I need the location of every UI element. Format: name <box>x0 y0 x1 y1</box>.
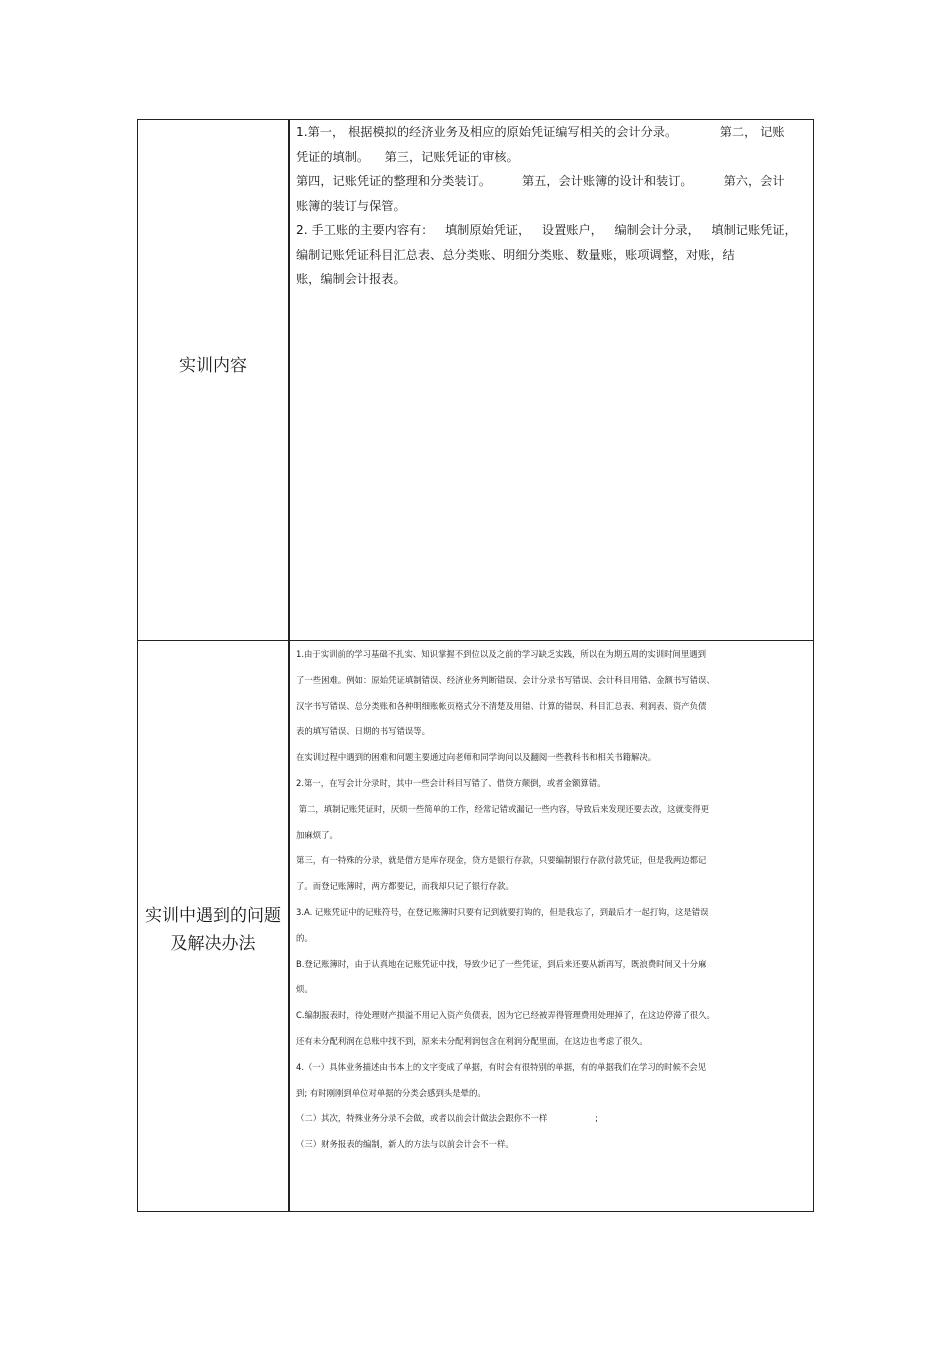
problem-paragraph: 第三，有一特殊的分录，就是借方是库存现金，贷方是银行存款，只要编制银行存款付款凭证，但是我两边都记 了。而登记账簿时，两方都要记，而我却只记了银行存款。 <box>296 855 707 892</box>
problem-paragraph: （二）其次，特殊业务分录不会做，或者以前会计做法会跟你不一样 ; <box>296 1113 598 1124</box>
problem-paragraph: 在实训过程中遇到的困难和问题主要通过向老师和同学询问以及翻阅一些教科书和相关书籍解决。 <box>296 752 657 763</box>
row-divider <box>138 640 813 641</box>
problem-paragraph: 第二，填制记账凭证时，厌烦一些简单的工作，经常记错或漏记一些内容，导致后来发现还要去改，这就变得更 加麻烦了。 <box>296 803 710 840</box>
content-paragraph: 2. 手工账的主要内容有： 填制原始凭证， 设置账户， 编制会计分录， 填制记账凭证， 编制记账凭证科目汇总表、总分类账、明细分类账、数量账，账项调整，对账，结 账，编制会计报表。 <box>296 223 797 286</box>
content-paragraph: 第四，记账凭证的整理和分类装订。 第五，会计账簿的设计和装订。 第六，会计 账簿的装订与保管。 <box>296 174 785 213</box>
column-divider <box>288 120 290 1211</box>
problem-paragraph: 1.由于实训前的学习基础不扎实、知识掌握不到位以及之前的学习缺乏实践，所以在为期五周的实训时间里遇到 了一些困难。例如：原始凭证填制错误、经济业务判断错误、会计分录书写错误、会计科目用错、金额书写错误、 汉字书写错误、总分类账和各种明细账帐页格式分不清楚及用错、计算的错误、科目汇总表、利润表、资产负债 表的填写错误、日期的书写错误等。 <box>296 649 715 737</box>
content-paragraph: 1.第一， 根据模拟的经济业务及相应的原始凭证编写相关的会计分录。 第二， 记账 凭证的填制。 第三，记账凭证的审核。 <box>296 125 785 164</box>
problem-paragraph: C.编制报表时，待处理财产损溢不用记入资产负债表，因为它已经被弄得管理费用处理掉了，在这边停滞了很久。 还有未分配利润在总账中找不到，原来未分配利润包含在利润分配里面，在这边也考虑了很久。 <box>296 1010 715 1046</box>
training-content-cell <box>296 120 803 292</box>
problem-paragraph: （三）财务报表的编制，新人的方法与以前会计会不一样。 <box>296 1139 514 1150</box>
row-label-training-content: 实训内容 <box>179 356 247 376</box>
problem-paragraph: 4.（一）具体业务描述由书本上的文字变成了单据，有时会有很特别的单据，有的单据我们在学习的时候不会见 到; 有时刚刚到单位对单据的分类会感到头是晕的。 <box>296 1061 706 1098</box>
problems-solutions-cell <box>296 642 803 1158</box>
problem-paragraph: 2.第一，在写会计分录时，其中一些会计科目写错了、借贷方颠倒，或者金额算错。 <box>296 777 606 788</box>
row-label-problems-solutions: 实训中遇到的问题及解决办法 <box>145 906 281 954</box>
report-table <box>137 119 814 1212</box>
problem-paragraph: B.登记账簿时，由于认真地在记账凭证中找，导致少记了一些凭证，到后来还要从新再写，既浪费时间又十分麻 烦。 <box>296 958 707 995</box>
problem-paragraph: 3.A. 记账凭证中的记账符号，在登记账簿时只要有记到就要打钩的，但是我忘了，到最后才一起打钩，这是错误 的。 <box>296 906 709 943</box>
